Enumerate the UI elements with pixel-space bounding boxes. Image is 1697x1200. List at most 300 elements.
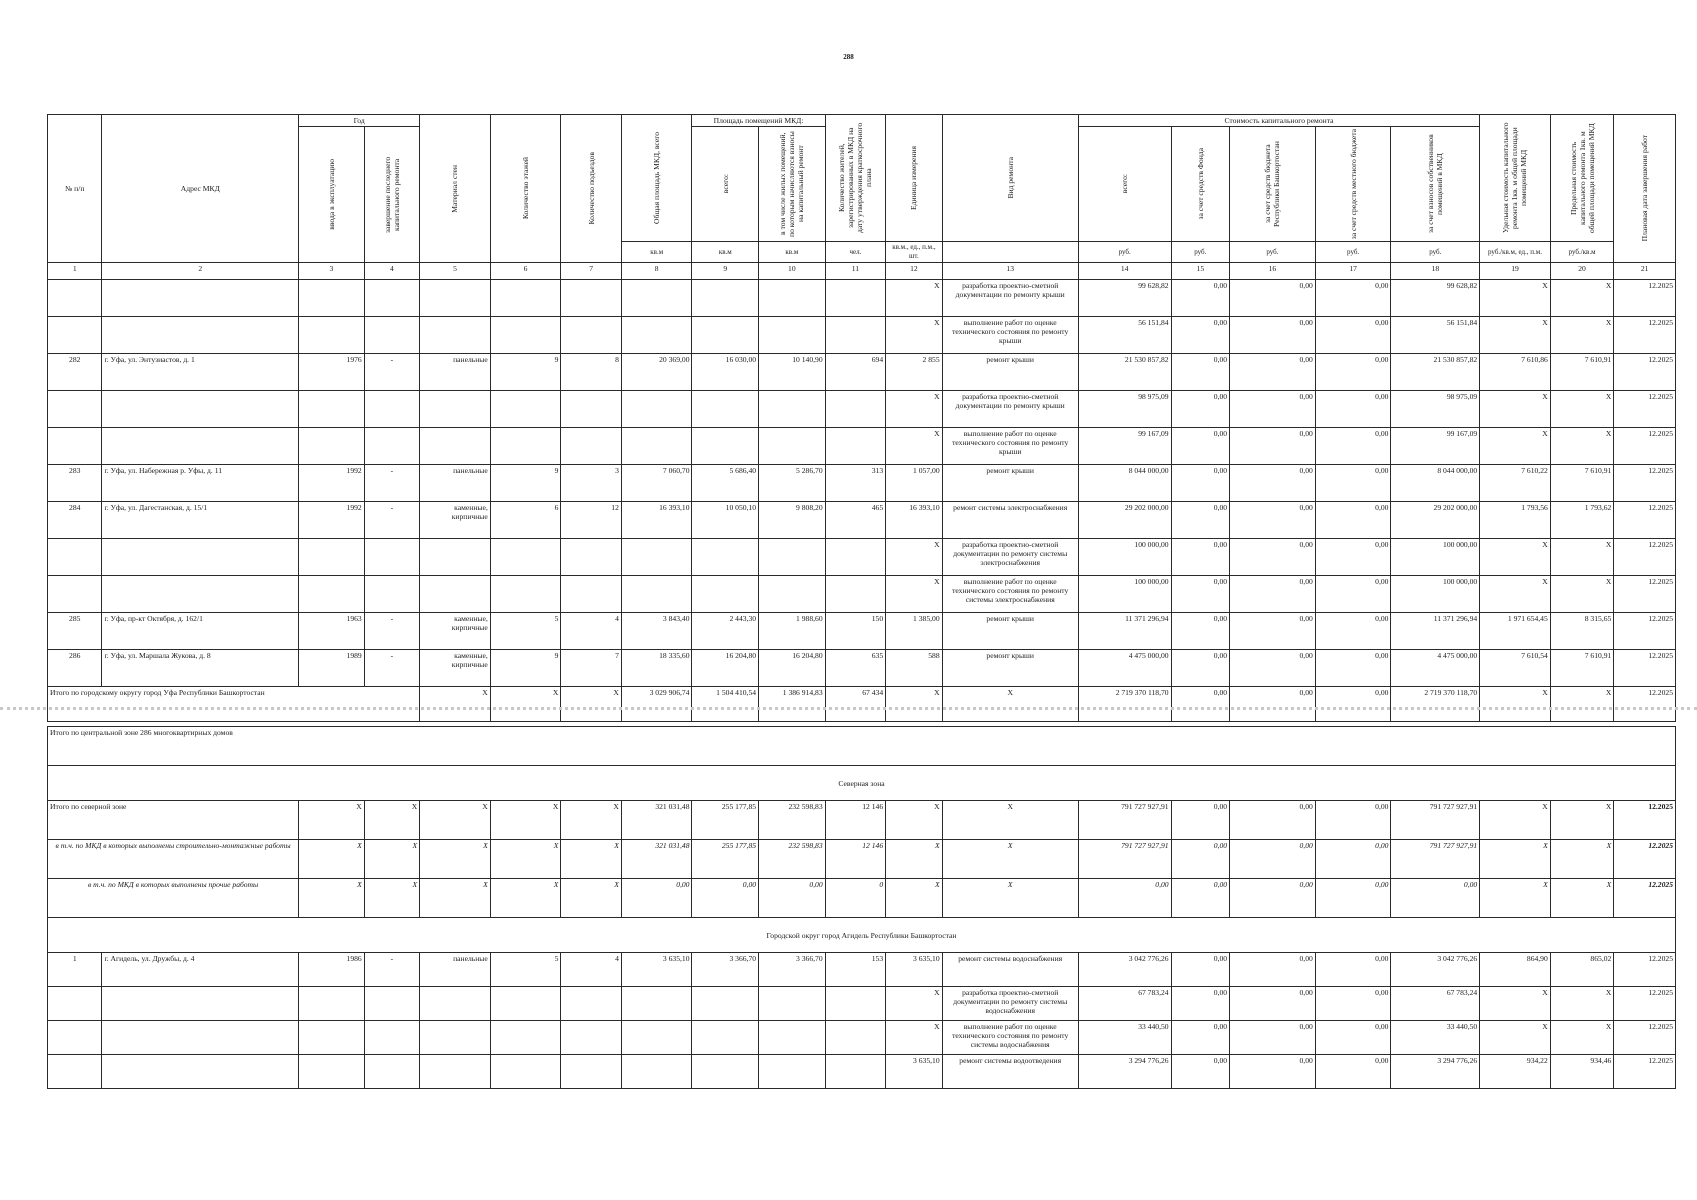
column-number: 5 xyxy=(420,263,491,280)
cell-c17: 0,00 xyxy=(1315,317,1391,354)
cell-work: ремонт системы водоотведения xyxy=(942,1055,1078,1089)
cell-a10 xyxy=(759,539,826,576)
cell-no: 286 xyxy=(48,650,102,687)
agidel-rows xyxy=(48,953,1676,1089)
cell-c20: 7 610,91 xyxy=(1550,354,1614,391)
cell-c15: 0,00 xyxy=(1171,987,1230,1021)
header-deadline: Плановая дата завершения работ xyxy=(1640,135,1650,242)
total-ufa-unit: X xyxy=(886,687,942,722)
cell-c19: X xyxy=(1480,539,1551,576)
cell-y1 xyxy=(299,576,365,613)
north-cell-c21: 12.2025 xyxy=(1614,840,1676,879)
agidel-section xyxy=(48,918,1676,953)
north-cell-fl: X xyxy=(490,879,561,918)
cell-y2 xyxy=(364,1021,419,1055)
header-limit-cost: Предельная стоимость капитального ремонта 1кв. м общей площади помещений МКД xyxy=(1568,123,1596,233)
north-cell-y1: X xyxy=(299,879,365,918)
unit-cost-owners: руб. xyxy=(1391,242,1480,263)
cell-u: X xyxy=(886,576,942,613)
cell-no xyxy=(48,576,102,613)
cell-y1: 1976 xyxy=(299,354,365,391)
total-ufa-mat: X xyxy=(420,687,491,722)
cell-ent: 12 xyxy=(561,502,622,539)
cell-y2: - xyxy=(364,465,419,502)
cell-c15: 0,00 xyxy=(1171,1055,1230,1089)
table-row xyxy=(48,650,1676,687)
column-number: 3 xyxy=(299,263,365,280)
column-number: 7 xyxy=(561,263,622,280)
cell-y1 xyxy=(299,539,365,576)
north-cell-work: X xyxy=(942,879,1078,918)
cell-no xyxy=(48,1021,102,1055)
cell-u: X xyxy=(886,539,942,576)
cell-y1 xyxy=(299,391,365,428)
cell-c18: 21 530 857,82 xyxy=(1391,354,1480,391)
page-number: 288 xyxy=(843,53,854,61)
cell-c15: 0,00 xyxy=(1171,613,1230,650)
cell-c18: 4 475 000,00 xyxy=(1391,650,1480,687)
cell-c17: 0,00 xyxy=(1315,613,1391,650)
north-row-label: Итого по северной зоне xyxy=(48,801,299,840)
cell-c21: 12.2025 xyxy=(1614,502,1676,539)
table-row xyxy=(48,502,1676,539)
cell-c14: 98 975,09 xyxy=(1078,391,1171,428)
cell-c20: 8 315,65 xyxy=(1550,613,1614,650)
cell-no: 283 xyxy=(48,465,102,502)
total-ufa-c18: 2 719 370 118,70 xyxy=(1391,687,1480,722)
cell-no: 284 xyxy=(48,502,102,539)
north-cell-a11: 12 146 xyxy=(825,840,886,879)
cell-addr xyxy=(102,391,299,428)
north-cell-a8: 0,00 xyxy=(621,879,692,918)
north-cell-a11: 0 xyxy=(825,879,886,918)
cell-c16: 0,00 xyxy=(1230,1021,1316,1055)
cell-work: ремонт крыши xyxy=(942,613,1078,650)
cell-c15: 0,00 xyxy=(1171,502,1230,539)
cell-fl: 5 xyxy=(490,613,561,650)
north-cell-a10: 232 598,83 xyxy=(759,801,826,840)
central-zone-total: Итого по центральной зоне 286 многоквартирных домов xyxy=(48,727,1676,766)
north-zone-row xyxy=(48,840,1676,879)
cell-ent xyxy=(561,280,622,317)
unit-cost-local: руб. xyxy=(1315,242,1391,263)
cell-c21: 12.2025 xyxy=(1614,317,1676,354)
cell-c17: 0,00 xyxy=(1315,465,1391,502)
cell-u: 1 057,00 xyxy=(886,465,942,502)
cell-c14: 99 628,82 xyxy=(1078,280,1171,317)
table-row xyxy=(48,539,1676,576)
cell-a11 xyxy=(825,317,886,354)
cell-work: выполнение работ по оценке технического состояния по ремонту крыши xyxy=(942,317,1078,354)
cell-a8: 18 335,60 xyxy=(621,650,692,687)
table-row xyxy=(48,613,1676,650)
cell-y1 xyxy=(299,317,365,354)
cell-mat xyxy=(420,1055,491,1089)
header-no: № п/п xyxy=(48,115,102,263)
table-row xyxy=(48,1021,1676,1055)
cell-no: 282 xyxy=(48,354,102,391)
unit-cost-republic: руб. xyxy=(1230,242,1316,263)
header-year-commission: ввода в эксплуатацию xyxy=(326,159,336,230)
north-zone-title: Северная зона xyxy=(48,766,1676,801)
cell-c14: 100 000,00 xyxy=(1078,576,1171,613)
cell-c17: 0,00 xyxy=(1315,1055,1391,1089)
cell-work: ремонт крыши xyxy=(942,650,1078,687)
cell-a10 xyxy=(759,576,826,613)
cell-addr xyxy=(102,317,299,354)
cell-c21: 12.2025 xyxy=(1614,576,1676,613)
north-cell-a8: 321 031,48 xyxy=(621,801,692,840)
north-cell-c15: 0,00 xyxy=(1171,879,1230,918)
cell-c17: 0,00 xyxy=(1315,650,1391,687)
cell-a9 xyxy=(692,1021,759,1055)
header-cost-republic: за счет средств бюджета Республики Башкортостан xyxy=(1263,141,1282,227)
header-premises-total: всего: xyxy=(720,174,730,194)
cell-c18: 3 294 776,26 xyxy=(1391,1055,1480,1089)
cell-mat xyxy=(420,1021,491,1055)
cell-fl xyxy=(490,1055,561,1089)
cell-a11: 313 xyxy=(825,465,886,502)
cell-c16: 0,00 xyxy=(1230,539,1316,576)
total-ufa-label: Итого по городскому округу город Уфа Республики Башкортостан xyxy=(48,687,420,722)
cell-c20: 865,02 xyxy=(1550,953,1614,987)
north-zone-row xyxy=(48,879,1676,918)
cell-c20: X xyxy=(1550,1021,1614,1055)
north-cell-c14: 0,00 xyxy=(1078,879,1171,918)
north-cell-a9: 255 177,85 xyxy=(692,840,759,879)
cell-c21: 12.2025 xyxy=(1614,539,1676,576)
cell-a11: 635 xyxy=(825,650,886,687)
table-row xyxy=(48,428,1676,465)
north-cell-work: X xyxy=(942,840,1078,879)
cell-c20: X xyxy=(1550,317,1614,354)
cell-a10 xyxy=(759,391,826,428)
cell-c20: X xyxy=(1550,391,1614,428)
cell-c16: 0,00 xyxy=(1230,576,1316,613)
cell-a11 xyxy=(825,391,886,428)
cell-a8: 3 635,10 xyxy=(621,953,692,987)
cell-work: ремонт крыши xyxy=(942,354,1078,391)
column-number: 9 xyxy=(692,263,759,280)
cell-no xyxy=(48,1055,102,1089)
cell-no xyxy=(48,280,102,317)
cell-mat: панельные xyxy=(420,953,491,987)
cell-addr: г. Уфа, ул. Энтузиастов, д. 1 xyxy=(102,354,299,391)
cell-a8: 3 843,40 xyxy=(621,613,692,650)
north-cell-u: X xyxy=(886,840,942,879)
cell-a9: 5 686,40 xyxy=(692,465,759,502)
header-premises-owned: в том числе жилых помещений, по которым начисляются взносы на капитальный ремонт xyxy=(778,131,806,237)
unit-area-total: кв.м xyxy=(621,242,692,263)
cell-addr xyxy=(102,576,299,613)
cell-c17: 0,00 xyxy=(1315,502,1391,539)
north-cell-c16: 0,00 xyxy=(1230,840,1316,879)
north-cell-u: X xyxy=(886,879,942,918)
cell-c19: 864,90 xyxy=(1480,953,1551,987)
cell-c19: 1 971 654,45 xyxy=(1480,613,1551,650)
cell-a11: 153 xyxy=(825,953,886,987)
cell-a8 xyxy=(621,428,692,465)
north-cell-c14: 791 727 927,91 xyxy=(1078,801,1171,840)
cell-mat xyxy=(420,576,491,613)
cell-a8 xyxy=(621,576,692,613)
cell-y1: 1989 xyxy=(299,650,365,687)
cell-c19: 1 793,56 xyxy=(1480,502,1551,539)
cell-y1 xyxy=(299,1021,365,1055)
cell-work: выполнение работ по оценке технического состояния по ремонту системы водоснабжения xyxy=(942,1021,1078,1055)
cell-c16: 0,00 xyxy=(1230,502,1316,539)
cell-c17: 0,00 xyxy=(1315,354,1391,391)
north-cell-c16: 0,00 xyxy=(1230,879,1316,918)
cell-c15: 0,00 xyxy=(1171,280,1230,317)
cell-fl xyxy=(490,428,561,465)
cell-u: 3 635,10 xyxy=(886,1055,942,1089)
cell-y2 xyxy=(364,987,419,1021)
unit-specific-cost: руб./кв.м, ед., п.м. xyxy=(1480,242,1551,263)
cell-work: ремонт системы электроснабжения xyxy=(942,502,1078,539)
north-cell-mat: X xyxy=(420,801,491,840)
column-number: 14 xyxy=(1078,263,1171,280)
cell-fl: 9 xyxy=(490,465,561,502)
cell-c15: 0,00 xyxy=(1171,650,1230,687)
cell-c14: 3 042 776,26 xyxy=(1078,953,1171,987)
north-cell-y2: X xyxy=(364,801,419,840)
column-number: 16 xyxy=(1230,263,1316,280)
cell-c18: 56 151,84 xyxy=(1391,317,1480,354)
north-cell-c21: 12.2025 xyxy=(1614,801,1676,840)
cell-c19: X xyxy=(1480,576,1551,613)
cell-mat: панельные xyxy=(420,354,491,391)
header-residents: Количество жителей, зарегистрированных в МКД на дату утверждения краткосрочного плана xyxy=(837,122,874,234)
cell-c16: 0,00 xyxy=(1230,613,1316,650)
cell-c16: 0,00 xyxy=(1230,987,1316,1021)
north-cell-c17: 0,00 xyxy=(1315,840,1391,879)
cell-a11: 150 xyxy=(825,613,886,650)
cell-c15: 0,00 xyxy=(1171,428,1230,465)
cell-a9 xyxy=(692,391,759,428)
repair-plan-table-wrapper xyxy=(47,114,1676,1089)
cell-c15: 0,00 xyxy=(1171,317,1230,354)
cell-a11 xyxy=(825,280,886,317)
cell-c20: X xyxy=(1550,539,1614,576)
cell-ent xyxy=(561,1055,622,1089)
cell-no: 285 xyxy=(48,613,102,650)
cell-y1: 1992 xyxy=(299,465,365,502)
cell-work: выполнение работ по оценке технического состояния по ремонту крыши xyxy=(942,428,1078,465)
north-cell-a11: 12 146 xyxy=(825,801,886,840)
cell-a8: 20 369,00 xyxy=(621,354,692,391)
cell-fl: 9 xyxy=(490,650,561,687)
column-number: 18 xyxy=(1391,263,1480,280)
cell-c17: 0,00 xyxy=(1315,1021,1391,1055)
cell-y2 xyxy=(364,280,419,317)
cell-c21: 12.2025 xyxy=(1614,1055,1676,1089)
cell-a10 xyxy=(759,317,826,354)
cell-u: X xyxy=(886,987,942,1021)
cell-c14: 67 783,24 xyxy=(1078,987,1171,1021)
north-cell-c20: X xyxy=(1550,801,1614,840)
cell-a10: 3 366,70 xyxy=(759,953,826,987)
cell-y1: 1986 xyxy=(299,953,365,987)
unit-limit-cost: руб./кв.м xyxy=(1550,242,1614,263)
cell-ent xyxy=(561,987,622,1021)
cell-c21: 12.2025 xyxy=(1614,987,1676,1021)
column-number: 20 xyxy=(1550,263,1614,280)
north-zone-rows xyxy=(48,801,1676,918)
table-row xyxy=(48,576,1676,613)
cell-c14: 29 202 000,00 xyxy=(1078,502,1171,539)
cell-c18: 33 440,50 xyxy=(1391,1021,1480,1055)
cell-y2 xyxy=(364,428,419,465)
cell-y1 xyxy=(299,987,365,1021)
cell-a9 xyxy=(692,280,759,317)
cell-c14: 4 475 000,00 xyxy=(1078,650,1171,687)
column-number: 21 xyxy=(1614,263,1676,280)
cell-fl: 6 xyxy=(490,502,561,539)
north-cell-y1: X xyxy=(299,840,365,879)
total-ufa-c20: X xyxy=(1550,687,1614,722)
table-header xyxy=(48,115,1676,280)
cell-a8 xyxy=(621,391,692,428)
cell-mat xyxy=(420,987,491,1021)
cell-ent xyxy=(561,576,622,613)
north-cell-mat: X xyxy=(420,879,491,918)
cell-c14: 21 530 857,82 xyxy=(1078,354,1171,391)
north-row-label: в т.ч. по МКД в которых выполнены строительно-монтажные работы xyxy=(48,840,299,879)
header-total-area: Общая площадь МКД, всего xyxy=(652,132,662,224)
cell-y2: - xyxy=(364,953,419,987)
cell-c18: 8 044 000,00 xyxy=(1391,465,1480,502)
header-premises-group: Площадь помещений МКД: xyxy=(692,115,825,127)
column-number: 19 xyxy=(1480,263,1551,280)
cell-a8 xyxy=(621,539,692,576)
cell-u: 1 385,00 xyxy=(886,613,942,650)
north-cell-ent: X xyxy=(561,801,622,840)
cell-addr xyxy=(102,428,299,465)
header-specific-cost: Удельная стоимость капитального ремонта 1кв. м общей площади помещений МКД xyxy=(1501,122,1529,234)
cell-ent xyxy=(561,391,622,428)
cell-fl xyxy=(490,391,561,428)
cell-c16: 0,00 xyxy=(1230,465,1316,502)
cell-c16: 0,00 xyxy=(1230,428,1316,465)
cell-no xyxy=(48,391,102,428)
header-cost-total: всего: xyxy=(1120,174,1130,194)
cell-mat xyxy=(420,428,491,465)
cell-a9 xyxy=(692,428,759,465)
cell-c18: 67 783,24 xyxy=(1391,987,1480,1021)
cell-no xyxy=(48,317,102,354)
cell-no xyxy=(48,987,102,1021)
cell-a10 xyxy=(759,280,826,317)
cell-c17: 0,00 xyxy=(1315,280,1391,317)
cell-ent xyxy=(561,428,622,465)
cell-a9 xyxy=(692,1055,759,1089)
cell-ent: 8 xyxy=(561,354,622,391)
cell-ent xyxy=(561,1021,622,1055)
cell-c21: 12.2025 xyxy=(1614,391,1676,428)
cell-addr: г. Уфа, ул. Маршала Жукова, д. 8 xyxy=(102,650,299,687)
cell-c21: 12.2025 xyxy=(1614,428,1676,465)
north-cell-c18: 791 727 927,91 xyxy=(1391,840,1480,879)
total-ufa-c21: 12.2025 xyxy=(1614,687,1676,722)
header-wall-material: Материал стен xyxy=(450,164,460,213)
table-row xyxy=(48,987,1676,1021)
cell-a10 xyxy=(759,987,826,1021)
cell-a11: 465 xyxy=(825,502,886,539)
cell-y1 xyxy=(299,428,365,465)
cell-u: 2 855 xyxy=(886,354,942,391)
cell-u: X xyxy=(886,391,942,428)
unit-work-empty xyxy=(942,242,1078,263)
cell-a8 xyxy=(621,987,692,1021)
north-cell-c19: X xyxy=(1480,801,1551,840)
total-ufa-a8: 3 029 906,74 xyxy=(621,687,692,722)
north-cell-a8: 321 031,48 xyxy=(621,840,692,879)
cell-c17: 0,00 xyxy=(1315,987,1391,1021)
cell-a11 xyxy=(825,539,886,576)
cell-a11 xyxy=(825,987,886,1021)
header-entrances: Количество подъездов xyxy=(586,152,596,225)
unit-measure: кв.м., ед., п.м., шт. xyxy=(886,242,942,263)
cell-a11 xyxy=(825,1055,886,1089)
cell-c16: 0,00 xyxy=(1230,391,1316,428)
cell-ent: 7 xyxy=(561,650,622,687)
north-cell-c18: 0,00 xyxy=(1391,879,1480,918)
cell-ent xyxy=(561,539,622,576)
cell-c17: 0,00 xyxy=(1315,576,1391,613)
north-row-label: в т.ч. по МКД в которых выполнены прочие работы xyxy=(48,879,299,918)
cell-c15: 0,00 xyxy=(1171,354,1230,391)
total-ufa-c16: 0,00 xyxy=(1230,687,1316,722)
total-ufa-a11: 67 434 xyxy=(825,687,886,722)
north-cell-a9: 0,00 xyxy=(692,879,759,918)
ufa-rows xyxy=(48,280,1676,687)
cell-addr: г. Уфа, пр-кт Октября, д. 162/1 xyxy=(102,613,299,650)
cell-c17: 0,00 xyxy=(1315,391,1391,428)
north-cell-y1: X xyxy=(299,801,365,840)
cell-addr xyxy=(102,1055,299,1089)
cell-c20: X xyxy=(1550,576,1614,613)
north-cell-c20: X xyxy=(1550,840,1614,879)
cell-c20: 7 610,91 xyxy=(1550,465,1614,502)
cell-y1: 1992 xyxy=(299,502,365,539)
cell-a10: 9 808,20 xyxy=(759,502,826,539)
north-cell-c20: X xyxy=(1550,879,1614,918)
total-ufa-c14: 2 719 370 118,70 xyxy=(1078,687,1171,722)
column-number: 11 xyxy=(825,263,886,280)
cell-c17: 0,00 xyxy=(1315,428,1391,465)
cell-a9: 16 204,80 xyxy=(692,650,759,687)
table-row xyxy=(48,953,1676,987)
north-cell-c21: 12.2025 xyxy=(1614,879,1676,918)
total-ufa-ent: X xyxy=(561,687,622,722)
unit-premises-total: кв.м xyxy=(692,242,759,263)
cell-fl xyxy=(490,987,561,1021)
cell-u: X xyxy=(886,317,942,354)
agidel-title: Городской округ город Агидель Республики Башкортостан xyxy=(48,918,1676,953)
cell-addr xyxy=(102,539,299,576)
table-row xyxy=(48,280,1676,317)
north-cell-c14: 791 727 927,91 xyxy=(1078,840,1171,879)
cell-y2 xyxy=(364,317,419,354)
cell-fl xyxy=(490,539,561,576)
cell-a10 xyxy=(759,1021,826,1055)
total-ufa-c17: 0,00 xyxy=(1315,687,1391,722)
cell-c14: 56 151,84 xyxy=(1078,317,1171,354)
cell-a8 xyxy=(621,280,692,317)
cell-y2 xyxy=(364,539,419,576)
cell-c18: 99 628,82 xyxy=(1391,280,1480,317)
